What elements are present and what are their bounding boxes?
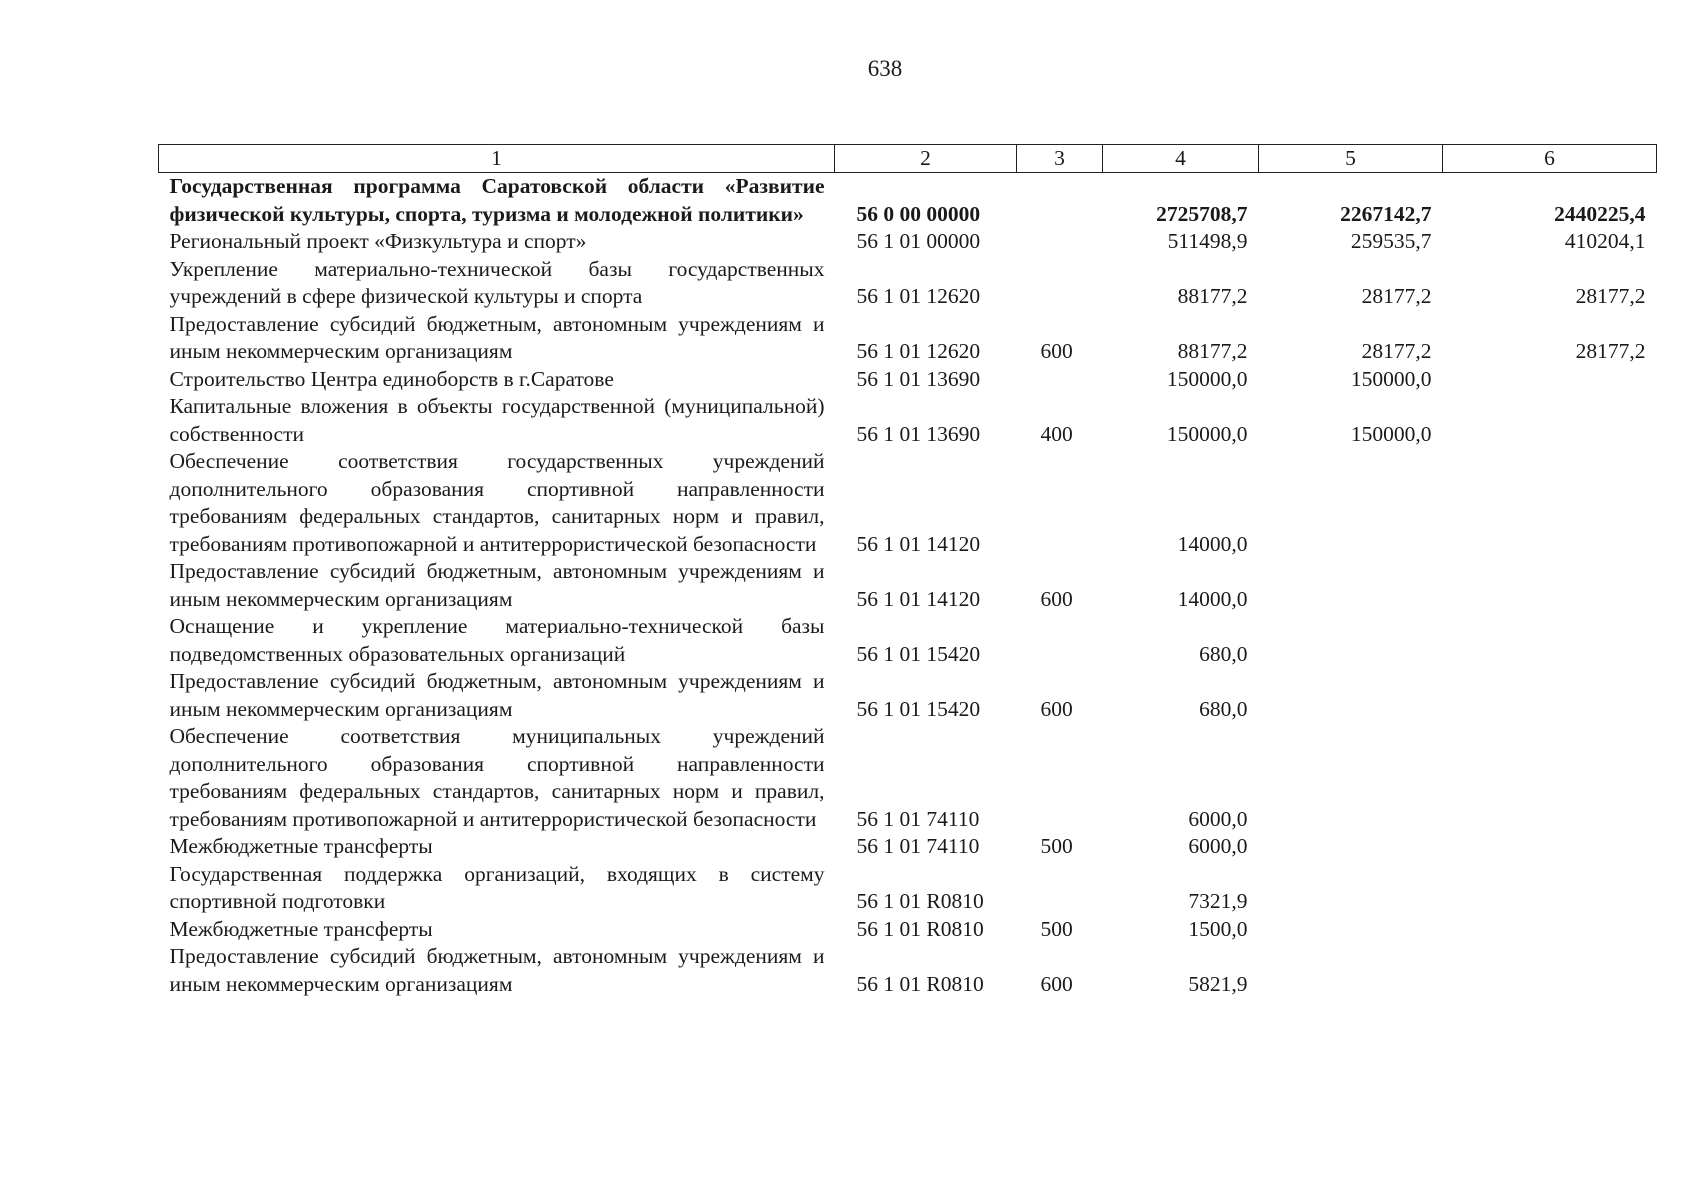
row-value-col-6: 410204,1 (1564, 229, 1646, 253)
row-expense-type (1017, 228, 1103, 256)
row-value-col-5 (1259, 723, 1443, 833)
row-name: Региональный проект «Физкультура и спорт» (169, 229, 587, 253)
row-value-col-4: 6000,0 (1188, 806, 1248, 831)
row-value-col-4: 1500,0 (1188, 916, 1248, 941)
row-name: Предоставление субсидий бюджетным, автономным учреждениям и иным некоммерческим организациям (169, 669, 825, 721)
row-value-col-6 (1443, 448, 1657, 558)
row-value-col-4: 680,0 (1199, 641, 1248, 666)
row-expense-type: 600 (1040, 586, 1073, 611)
row-value-col-5 (1259, 668, 1443, 723)
table-row (159, 311, 1657, 366)
row-value-col-6: 28177,2 (1575, 339, 1646, 363)
row-value-col-6 (1443, 943, 1657, 998)
row-value-col-5 (1259, 833, 1443, 861)
row-value-col-4: 150000,0 (1166, 421, 1248, 446)
row-expense-type: 600 (1040, 696, 1073, 721)
header-col-6: 6 (1443, 145, 1657, 173)
table-row (159, 558, 1657, 613)
row-expense-type (1017, 256, 1103, 311)
row-value-col-6 (1443, 916, 1657, 944)
row-value-col-5: 28177,2 (1361, 284, 1432, 308)
row-value-col-6 (1443, 861, 1657, 916)
header-col-3: 3 (1017, 145, 1103, 173)
row-expense-type: 500 (1040, 916, 1073, 941)
row-name: Строительство Центра единоборств в г.Саратове (169, 366, 614, 391)
row-value-col-5 (1259, 613, 1443, 668)
row-expense-type: 400 (1040, 421, 1073, 446)
row-code: 56 1 01 12620 (856, 284, 981, 308)
row-value-col-6 (1443, 668, 1657, 723)
row-expense-type (1017, 173, 1103, 229)
header-col-1: 1 (159, 145, 835, 173)
table-row (159, 833, 1657, 861)
row-name: Обеспечение соответствия государственных учреждений дополнительного образования спортивной направленности требованиям федеральных стандартов, санитарных норм и правил, требованиям противопожарной и антитеррористической безопасности (169, 449, 825, 556)
row-expense-type (1017, 448, 1103, 558)
table-row (159, 228, 1657, 256)
row-value-col-4: 680,0 (1199, 696, 1248, 721)
row-code: 56 1 01 13690 (856, 421, 981, 446)
table-row (159, 943, 1657, 998)
row-code: 56 0 00 00000 (856, 201, 981, 226)
table-row (159, 613, 1657, 668)
row-code: 56 1 01 12620 (856, 339, 981, 363)
table-row (159, 448, 1657, 558)
row-name: Оснащение и укрепление материально-технической базы подведомственных образовательных организаций (169, 614, 825, 666)
header-row (159, 145, 1657, 173)
row-value-col-6 (1443, 366, 1657, 394)
row-value-col-6 (1443, 833, 1657, 861)
row-name: Государственная поддержка организаций, входящих в систему спортивной подготовки (169, 861, 825, 913)
row-expense-type (1017, 723, 1103, 833)
row-code: 56 1 01 14120 (856, 531, 981, 556)
row-name: Укрепление материально-технической базы государственных учреждений в сфере физической культуры и спорта (169, 256, 825, 308)
row-value-col-5 (1259, 448, 1443, 558)
row-name: Капитальные вложения в объекты государственной (муниципальной) собственности (169, 394, 825, 446)
page-number: 638 (867, 56, 903, 81)
row-value-col-5 (1259, 558, 1443, 613)
row-name: Государственная программа Саратовской области «Развитие физической культуры, спорта, туризма и молодежной политики» (169, 174, 825, 226)
header-col-2: 2 (835, 145, 1017, 173)
row-value-col-4: 511498,9 (1167, 229, 1248, 253)
row-value-col-5: 28177,2 (1361, 339, 1432, 363)
header-col-5: 5 (1259, 145, 1443, 173)
table-body (159, 173, 1657, 999)
row-code: 56 1 01 13690 (856, 366, 981, 391)
row-value-col-5 (1259, 916, 1443, 944)
table-row (159, 861, 1657, 916)
row-expense-type (1017, 613, 1103, 668)
row-code: 56 1 01 15420 (856, 696, 981, 721)
row-value-col-4: 150000,0 (1166, 366, 1248, 391)
row-code: 56 1 01 14120 (856, 586, 981, 611)
header-col-4: 4 (1103, 145, 1259, 173)
row-value-col-5 (1259, 943, 1443, 998)
row-value-col-4: 7321,9 (1188, 889, 1248, 913)
row-value-col-4: 14000,0 (1177, 586, 1248, 611)
table-row (159, 173, 1657, 229)
row-value-col-5: 150000,0 (1350, 421, 1432, 446)
table-row (159, 668, 1657, 723)
row-code: 56 1 01 R0810 (856, 971, 984, 996)
row-code: 56 1 01 74110 (856, 834, 980, 858)
row-value-col-4: 88177,2 (1177, 284, 1248, 308)
row-expense-type: 600 (1040, 971, 1073, 996)
row-name: Предоставление субсидий бюджетным, автономным учреждениям и иным некоммерческим организациям (169, 311, 825, 363)
row-value-col-5: 259535,7 (1350, 229, 1432, 253)
row-expense-type: 500 (1040, 834, 1073, 858)
row-value-col-6 (1443, 558, 1657, 613)
row-value-col-4: 2725708,7 (1156, 201, 1248, 226)
row-name: Межбюджетные трансферты (169, 916, 433, 941)
row-name: Межбюджетные трансферты (169, 834, 433, 858)
budget-table (158, 144, 1657, 998)
row-code: 56 1 01 R0810 (856, 889, 984, 913)
row-value-col-4: 5821,9 (1188, 971, 1248, 996)
row-code: 56 1 01 15420 (856, 641, 981, 666)
table-header (159, 145, 1657, 173)
row-name: Предоставление субсидий бюджетным, автономным учреждениям и иным некоммерческим организациям (169, 944, 825, 996)
table-row (159, 256, 1657, 311)
row-value-col-5: 150000,0 (1350, 366, 1432, 391)
table-row (159, 393, 1657, 448)
table-row (159, 916, 1657, 944)
row-expense-type (1017, 861, 1103, 916)
row-code: 56 1 01 R0810 (856, 916, 984, 941)
row-value-col-6: 2440225,4 (1554, 201, 1646, 226)
row-name: Предоставление субсидий бюджетным, автономным учреждениям и иным некоммерческим организациям (169, 559, 825, 611)
row-value-col-4: 14000,0 (1177, 531, 1248, 556)
row-value-col-4: 88177,2 (1177, 339, 1248, 363)
row-value-col-6 (1443, 393, 1657, 448)
table-row (159, 366, 1657, 394)
row-value-col-4: 6000,0 (1188, 834, 1248, 858)
row-value-col-5 (1259, 861, 1443, 916)
row-expense-type (1017, 366, 1103, 394)
row-value-col-6 (1443, 613, 1657, 668)
row-expense-type: 600 (1040, 339, 1073, 363)
table-row (159, 723, 1657, 833)
row-code: 56 1 01 74110 (856, 806, 980, 831)
row-value-col-6 (1443, 723, 1657, 833)
row-value-col-6: 28177,2 (1575, 284, 1646, 308)
row-code: 56 1 01 00000 (856, 229, 981, 253)
row-name: Обеспечение соответствия муниципальных учреждений дополнительного образования спортивной направленности требованиям федеральных стандартов, санитарных норм и правил, требованиям противопожарной и антитеррористической безопасности (169, 724, 825, 831)
row-value-col-5: 2267142,7 (1340, 201, 1432, 226)
